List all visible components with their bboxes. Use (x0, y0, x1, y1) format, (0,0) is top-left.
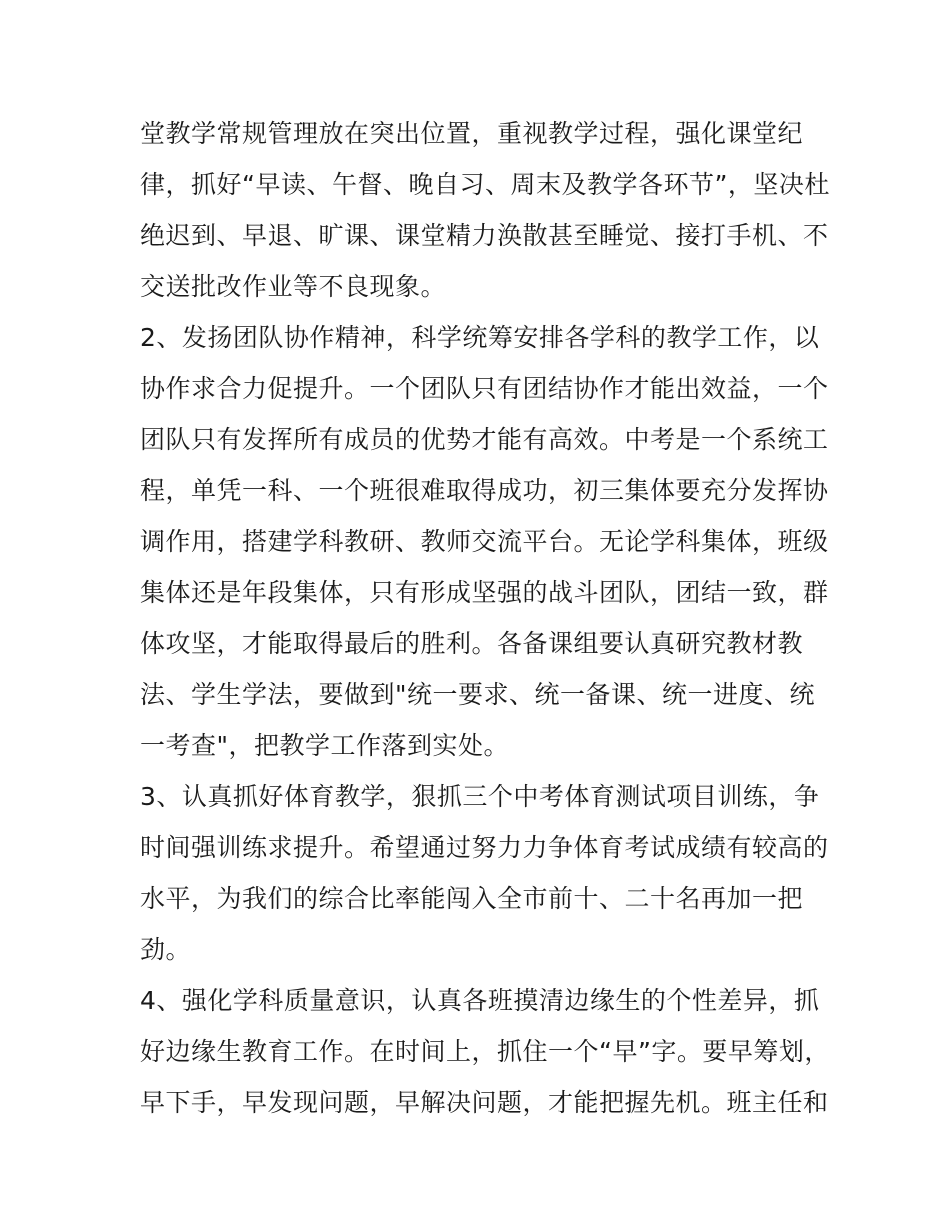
text-line-17: 劲。 (140, 935, 192, 964)
text-line-4: 交送批改作业等不良现象。 (140, 272, 447, 301)
document-body (140, 108, 830, 1128)
text-line-2: 律，抓好“早读、午督、晚自习、周末及教学各环节”，坚决杜 (140, 170, 830, 199)
text-line-18: 4、强化学科质量意识，认真各班摸清边缘生的个性差异，抓 (140, 986, 820, 1015)
text-line-10: 集体还是年段集体，只有形成坚强的战斗团队，团结一致，群 (140, 578, 829, 607)
text-line-14: 3、认真抓好体育教学，狠抓三个中考体育测试项目训练，争 (140, 782, 820, 811)
text-line-9: 调作用，搭建学科教研、教师交流平台。无论学科集体，班级 (140, 527, 829, 556)
text-line-6: 协作求合力促提升。一个团队只有团结协作才能出效益，一个 (140, 374, 829, 403)
text-line-5: 2、发扬团队协作精神，科学统筹安排各学科的教学工作，以 (140, 323, 820, 352)
text-line-15: 时间强训练求提升。希望通过努力力争体育考试成绩有较高的 (140, 833, 829, 862)
text-line-20: 早下手，早发现问题，早解决问题，才能把握先机。班主任和 (140, 1088, 829, 1117)
text-line-16: 水平，为我们的综合比率能闯入全市前十、二十名再加一把 (140, 884, 804, 913)
text-line-11: 体攻坚，才能取得最后的胜利。各备课组要认真研究教材教 (140, 629, 804, 658)
text-line-1: 堂教学常规管理放在突出位置，重视教学过程，强化课堂纪 (140, 119, 804, 148)
text-line-19: 好边缘生教育工作。在时间上，抓住一个“早”字。要早筹划， (140, 1037, 830, 1066)
text-line-13: 一考查"，把教学工作落到实处。 (140, 731, 510, 760)
text-line-3: 绝迟到、早退、旷课、课堂精力涣散甚至睡觉、接打手机、不 (140, 221, 829, 250)
text-line-7: 团队只有发挥所有成员的优势才能有高效。中考是一个系统工 (140, 425, 829, 454)
text-line-8: 程，单凭一科、一个班很难取得成功，初三集体要充分发挥协 (140, 476, 829, 505)
text-line-12: 法、学生学法，要做到"统一要求、统一备课、统一进度、统 (140, 680, 816, 709)
